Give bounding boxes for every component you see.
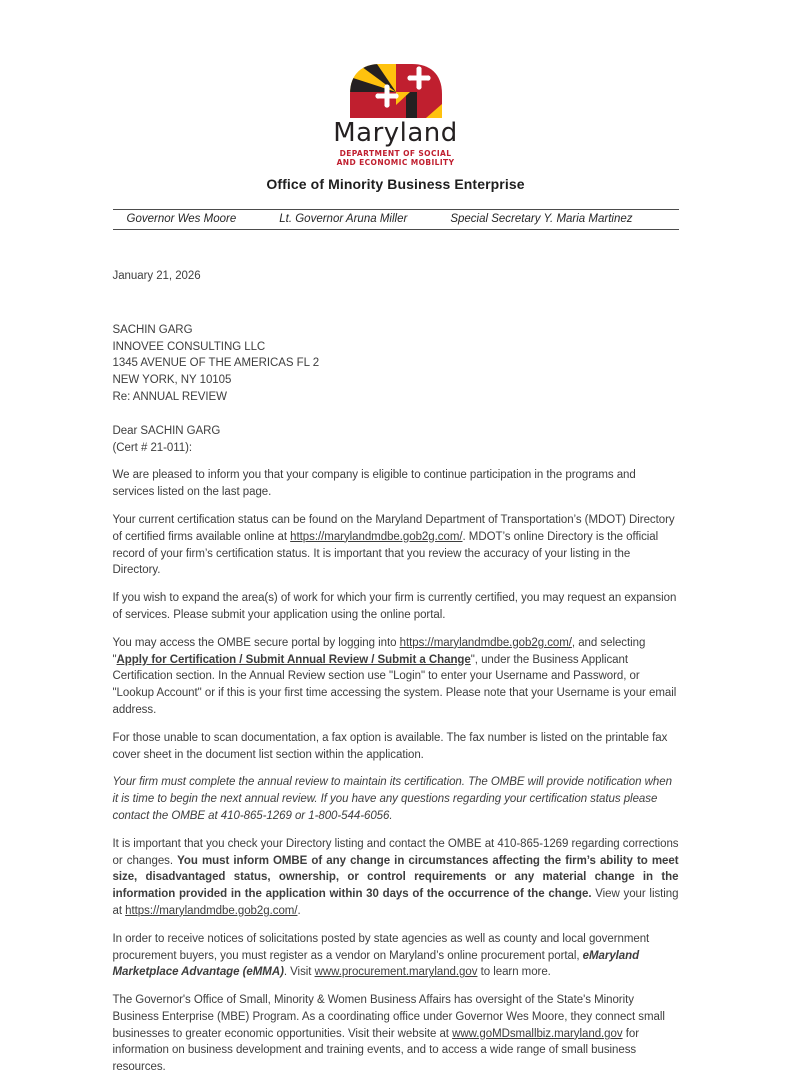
subject-line: Re: ANNUAL REVIEW (112, 390, 227, 403)
recipient-name: SACHIN GARG (112, 323, 193, 336)
salutation-line1: Dear SACHIN GARG (112, 424, 221, 437)
department-name (0, 149, 791, 167)
text-segment: We are pleased to inform you that your company is eligible to continue participation in the programs and services listed on the last page. (112, 469, 636, 499)
paragraph (113, 467, 679, 501)
letter-date: January 21, 2026 (112, 270, 201, 282)
text-segment: . MDOT’s online Directory is the official record of your firm’s certification status. It is important that you review the accuracy of your listing in the Directory. (112, 530, 659, 577)
text-segment: ", under the Business Applicant Certification section. In the Annual Review section use "Login" to enter your Username and Password, or "Lookup Account" or if this is your first time accessing the system. Please note that your Username is your email address. (112, 653, 677, 716)
maryland-flag-logo-icon (350, 64, 442, 118)
hyperlink[interactable]: https://marylandmdbe.gob2g.com/ (399, 636, 572, 649)
paragraph (113, 730, 679, 764)
paragraph (113, 512, 679, 579)
hyperlink[interactable]: www.goMDsmallbiz.maryland.gov (452, 1027, 623, 1040)
hyperlink[interactable]: https://marylandmdbe.gob2g.com/ (290, 530, 463, 543)
text-segment: for information on business development and training events, and to access a wide range of small business resources. (112, 1027, 639, 1074)
text-segment: Apply for Certification / Submit Annual Review / Submit a Change (116, 653, 471, 666)
recipient-city: NEW YORK, NY 10105 (112, 374, 232, 387)
text-segment: View your listing at (112, 888, 679, 917)
officials-bar (113, 209, 679, 230)
text-segment: eMaryland Marketplace Advantage (eMMA) (112, 949, 640, 979)
letter-content (113, 268, 679, 1076)
text-segment: It is important that you check your Directory listing and contact the OMBE at 410-865-1269 regarding corrections or changes. (112, 837, 679, 867)
text-segment: The Governor's Office of Small, Minority & Women Business Affairs has oversight of the State's Minority Business Enterprise (MBE) Program. As a coordinating office under Governor Wes Moore, they connect small businesses to greater economic opportunities. Visit their website at (112, 994, 665, 1040)
recipient-company: INNOVEE CONSULTING LLC (112, 340, 266, 353)
paragraph (113, 590, 679, 624)
text-segment: . (297, 904, 301, 917)
paragraph (113, 931, 679, 981)
salutation (113, 423, 679, 457)
paragraph (113, 774, 679, 824)
paragraph (113, 635, 679, 719)
recipient-address (113, 322, 679, 389)
salutation-line2: (Cert # 21-011): (112, 441, 193, 454)
letterhead (0, 0, 791, 192)
text-segment: In order to receive notices of solicitations posted by state agencies as well as county and local government procurement buyers, you must register as a vendor on Maryland’s online procurement portal, (112, 932, 650, 962)
recipient-street: 1345 AVENUE OF THE AMERICAS FL 2 (112, 357, 320, 370)
agency-wordmark: Maryland (333, 118, 458, 148)
hyperlink[interactable]: https://marylandmdbe.gob2g.com/ (125, 904, 298, 917)
text-segment: Your firm must complete the annual review to maintain its certification. The OMBE will provide notification when it is time to begin the next annual review. If you have any questions regarding your certification status please contact the OMBE at 410-865-1269 or 1-800-544-6056. (112, 776, 672, 822)
lt-governor-name: Lt. Governor Aruna Miller (279, 213, 408, 225)
governor-name: Governor Wes Moore (126, 213, 237, 225)
text-segment: Your current certification status can be found on the Maryland Department of Transportation’s (MDOT) Directory of certified firms available online at (112, 513, 675, 543)
special-secretary-name: Special Secretary Y. Maria Martinez (450, 213, 633, 225)
text-segment: to learn more. (477, 966, 551, 979)
text-segment: You may access the OMBE secure portal by logging into (112, 636, 400, 649)
paragraph (113, 836, 679, 920)
text-segment: If you wish to expand the area(s) of work for which your firm is currently certified, you may request an expansion of services. Please submit your application using the online portal. (112, 592, 677, 621)
department-line2: AND ECONOMIC MOBILITY (336, 158, 455, 167)
department-line1: DEPARTMENT OF SOCIAL (339, 149, 452, 158)
hyperlink[interactable]: www.procurement.maryland.gov (314, 966, 478, 979)
office-title: Office of Minority Business Enterprise (266, 176, 525, 192)
text-segment: You must inform OMBE of any change in circumstances affecting the firm’s ability to meet size, disadvantaged status, ownership, or control requirements or any material change in the information provided in the application within 30 days of the occurrence of the change. (112, 854, 679, 901)
letter-body (113, 467, 679, 1076)
text-segment: . Visit (283, 966, 315, 979)
text-segment: For those unable to scan documentation, a fax option is available. The fax number is listed on the printable fax cover sheet in the document list section within the application. (112, 731, 668, 761)
text-segment: , and selecting " (112, 636, 646, 666)
paragraph (113, 992, 679, 1076)
